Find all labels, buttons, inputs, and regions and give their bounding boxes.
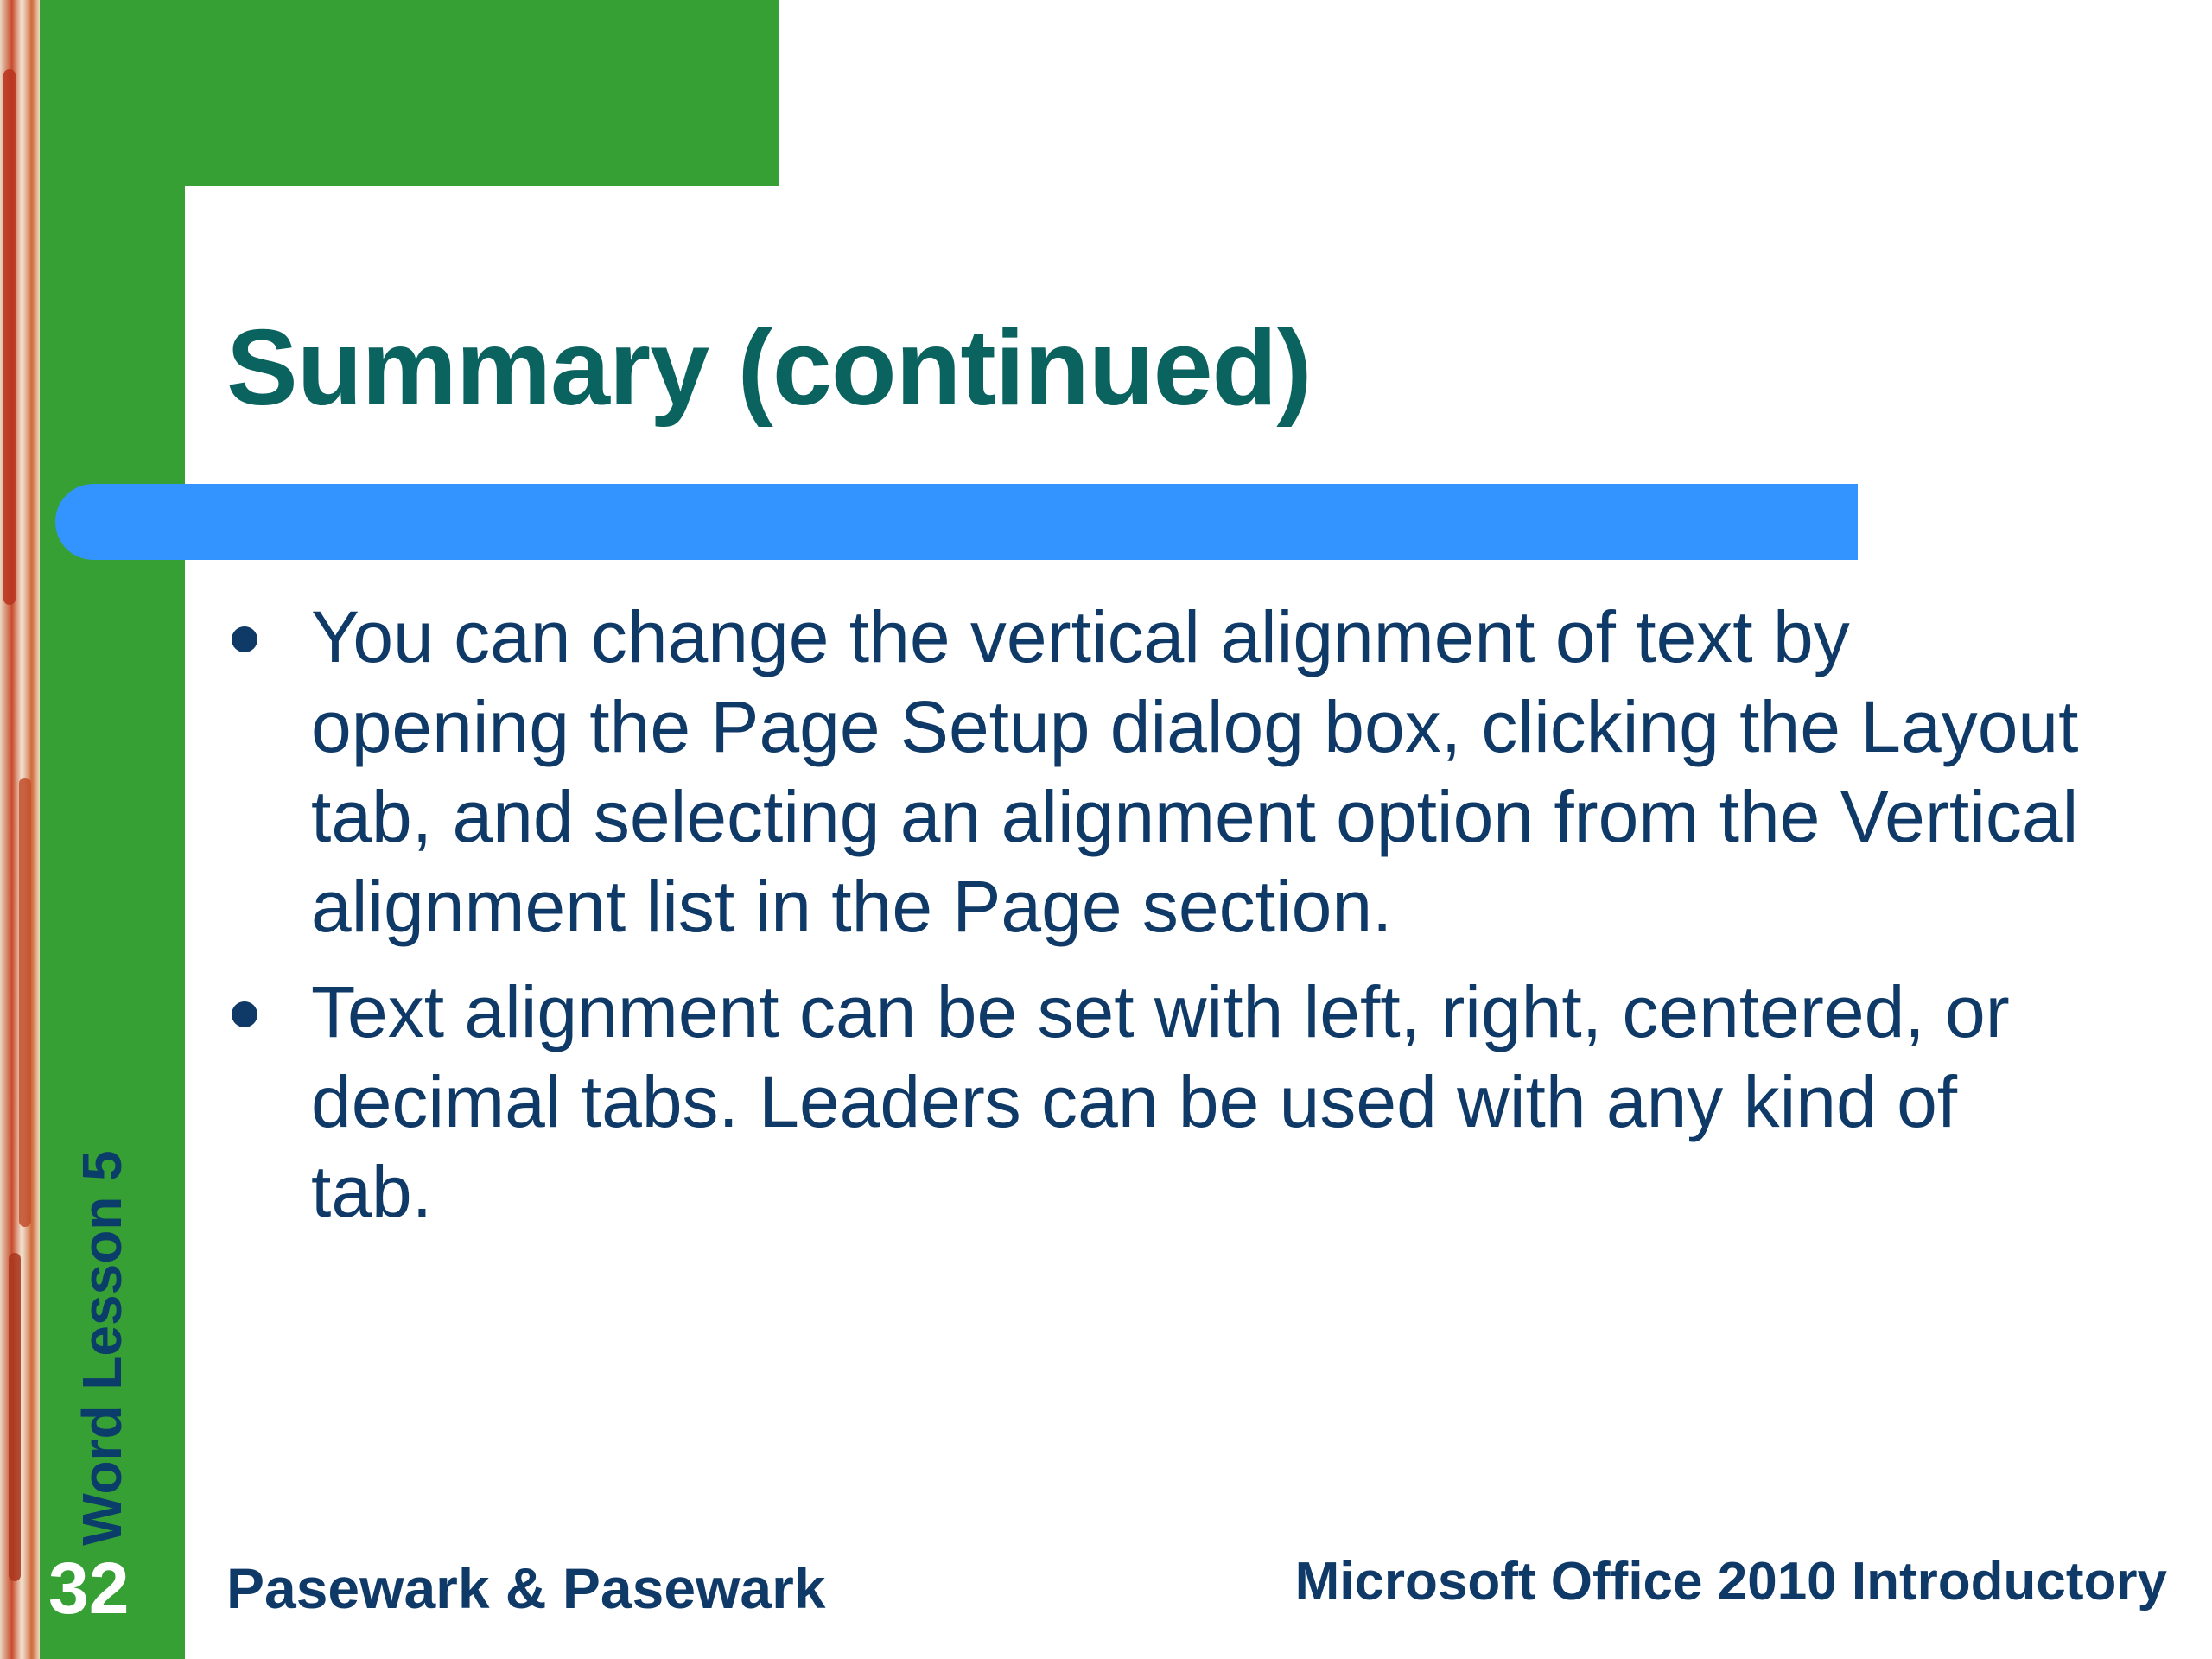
bullet-text: Text alignment can be set with left, right, centered, or decimal tabs. Leaders can be used with any kind of tab. (311, 971, 2010, 1232)
title-underline-bar (55, 484, 1858, 560)
bullet-item (226, 592, 2084, 951)
green-header-block (40, 0, 779, 186)
content-top-edge (251, 186, 2212, 289)
decorative-photo-strip (0, 0, 40, 1659)
lesson-label: Word Lesson 5 (71, 1150, 133, 1546)
footer-book-title: Microsoft Office 2010 Introductory (1294, 1552, 2167, 1611)
bullet-dot-icon (232, 1001, 257, 1027)
bullet-list (226, 592, 2084, 1252)
bullet-text: You can change the vertical alignment of text by opening the Page Setup dialog box, clicking the Layout tab, and selecting an alignment option from the Vertical alignment list in the Page section. (311, 596, 2079, 947)
slide-number: 32 (48, 1548, 130, 1629)
bullet-item (226, 967, 2084, 1236)
footer-author: Pasewark & Pasewark (226, 1556, 826, 1620)
bullet-dot-icon (232, 626, 257, 652)
slide-title: Summary (continued) (226, 308, 1312, 428)
